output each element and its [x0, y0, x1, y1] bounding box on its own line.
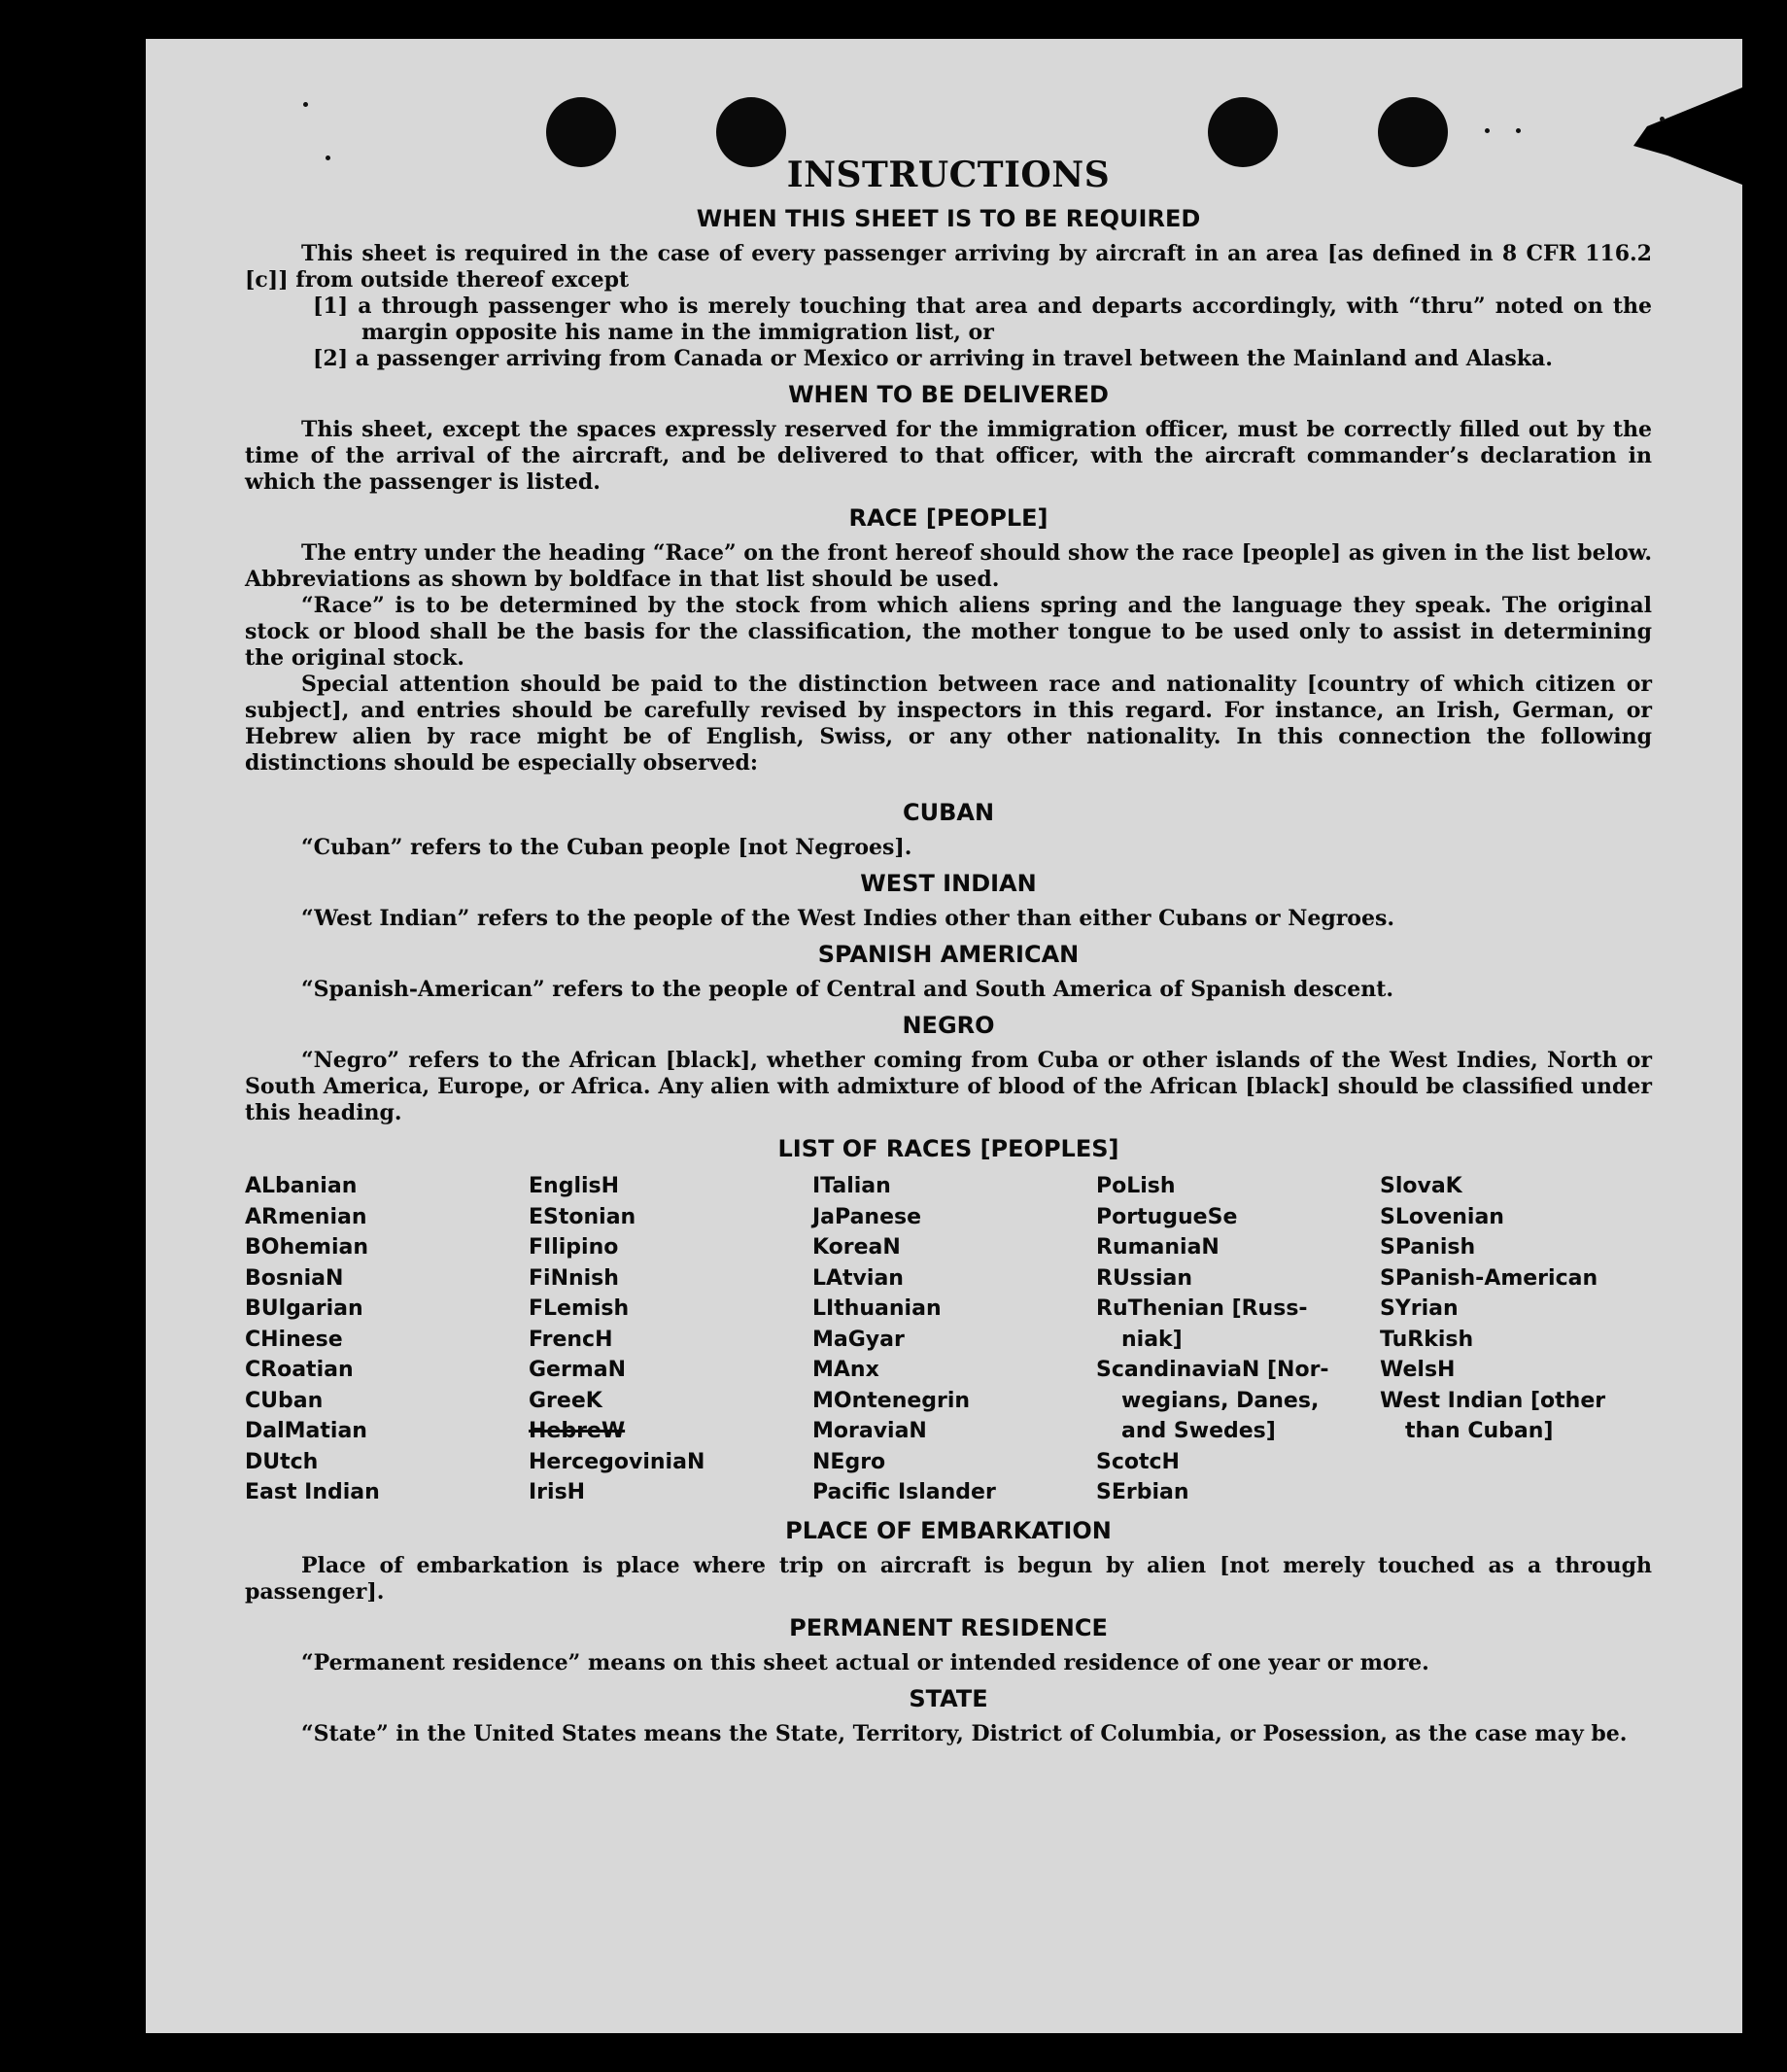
heading-race: RACE [PEOPLE]: [848, 504, 1048, 532]
speck: [1660, 117, 1665, 121]
embarkation-text: Place of embarkation is place where trip on aircraft is begun by alien [not merely touched as a through passenger].: [245, 1552, 1652, 1605]
race-item: TuRkish: [1380, 1327, 1474, 1352]
race-item: SLovenian: [1380, 1204, 1504, 1229]
race-item: FLemish: [529, 1296, 630, 1321]
race-item: MoraviaN: [812, 1419, 927, 1443]
document-page: [146, 39, 1742, 2033]
races-list: [245, 1171, 1652, 1508]
race-item: CRoatian: [245, 1358, 354, 1382]
race-item: ScotcH: [1096, 1449, 1180, 1474]
race-item: BOhemian: [245, 1235, 369, 1260]
race-item: EStonian: [529, 1204, 636, 1229]
race-item: LAtvian: [812, 1265, 904, 1291]
spanish-american-text: “Spanish-American” refers to the people of Central and South America of Spanish descent.: [301, 977, 1394, 1002]
races-column-2: [529, 1171, 801, 1508]
race-item: PoLish: [1096, 1174, 1176, 1198]
race-item: ARmenian: [245, 1204, 367, 1229]
heading-when-required: WHEN THIS SHEET IS TO BE REQUIRED: [696, 205, 1201, 232]
race-item: BUlgarian: [245, 1296, 363, 1321]
race-item: West Indian [other: [1380, 1388, 1606, 1413]
race-item-struck: HebreW: [529, 1419, 626, 1443]
when-delivered-text: This sheet, except the spaces expressly reserved for the immigration officer, must be correctly filled out by the time of the arrival of the aircraft, and be delivered to that officer, with the aircraft commander’s declaration in which the passenger is listed.: [245, 417, 1652, 495]
race-item: IrisH: [529, 1480, 586, 1504]
races-column-5: [1380, 1171, 1652, 1508]
race-item: GermaN: [529, 1358, 627, 1382]
race-item: SlovaK: [1380, 1174, 1462, 1198]
race-item: ALbanian: [245, 1174, 358, 1198]
heading-when-delivered: WHEN TO BE DELIVERED: [788, 381, 1109, 408]
race-item: MaGyar: [812, 1327, 905, 1352]
race-paragraph-1: The entry under the heading “Race” on the front hereof should show the race [people] as given in the list below. Abbreviations as shown by boldface in that list should be used.: [245, 540, 1652, 592]
race-item: WelsH: [1380, 1358, 1456, 1382]
negro-text: “Negro” refers to the African [black], whether coming from Cuba or other islands of the West Indies, North or South America, Europe, or Africa. Any alien with admixture of blood of the African [black] should be classified under this heading.: [245, 1048, 1652, 1125]
race-item: KoreaN: [812, 1235, 901, 1260]
speck: [1485, 128, 1490, 133]
page-title: INSTRUCTIONS: [786, 155, 1111, 195]
when-required-item-1: [1] a through passenger who is merely touching that area and departs accordingly, with “thru” noted on the margin opposite his name in the immigration list, or: [313, 294, 1652, 345]
heading-spanish-american: SPANISH AMERICAN: [817, 941, 1080, 968]
race-item: FIlipino: [529, 1235, 619, 1260]
race-item: wegians, Danes,: [1121, 1388, 1320, 1413]
race-item: Pacific Islander: [812, 1480, 996, 1504]
cuban-text: “Cuban” refers to the Cuban people [not Negroes].: [301, 835, 912, 860]
race-item: ScandinaviaN [Nor-: [1096, 1358, 1329, 1382]
race-item: FrencH: [529, 1327, 613, 1352]
race-item: CHinese: [245, 1327, 343, 1352]
race-item: LIthuanian: [812, 1296, 942, 1321]
race-item: than Cuban]: [1405, 1419, 1554, 1443]
races-column-1: [245, 1171, 517, 1508]
race-item: SPanish-American: [1380, 1265, 1598, 1291]
race-item: NEgro: [812, 1449, 886, 1474]
race-item: PortugueSe: [1096, 1204, 1238, 1229]
races-column-3: [812, 1171, 1084, 1508]
instructions-content: [245, 154, 1652, 1747]
race-item: MAnx: [812, 1358, 879, 1382]
race-item: FiNnish: [529, 1265, 619, 1291]
race-item: JaPanese: [812, 1204, 922, 1229]
race-item: DUtch: [245, 1449, 319, 1474]
race-item: SErbian: [1096, 1480, 1189, 1504]
speck: [1516, 128, 1521, 133]
race-item: SPanish: [1380, 1235, 1476, 1260]
permanent-residence-text: “Permanent residence” means on this sheet actual or intended residence of one year or more.: [301, 1649, 1429, 1675]
race-item: EnglisH: [529, 1174, 620, 1198]
race-item: GreeK: [529, 1388, 602, 1413]
race-item: RumaniaN: [1096, 1235, 1220, 1260]
races-column-4: [1096, 1171, 1368, 1508]
race-item: East Indian: [245, 1480, 380, 1504]
when-required-intro: This sheet is required in the case of every passenger arriving by aircraft in an area [as defined in 8 CFR 116.2 [c]] from outside thereof except: [245, 241, 1652, 293]
race-item: BosniaN: [245, 1265, 344, 1291]
race-item: CUban: [245, 1388, 324, 1413]
race-item: SYrian: [1380, 1296, 1459, 1321]
race-paragraph-3: Special attention should be paid to the distinction between race and nationality [country of which citizen or subject], and entries should be carefully revised by inspectors in this regard. For instance, an Irish, German, or Hebrew alien by race might be of English, Swiss, or any other nationality. In this connection the following distinctions should be especially observed:: [245, 672, 1652, 776]
race-item: RuThenian [Russ-: [1096, 1296, 1308, 1321]
state-text: “State” in the United States means the State, Territory, District of Columbia, or Posession, as the case may be.: [301, 1720, 1628, 1746]
race-paragraph-2: “Race” is to be determined by the stock from which aliens spring and the language they speak. The original stock or blood shall be the basis for the classification, the mother tongue to be used only to assist in determining the original stock.: [245, 593, 1652, 671]
heading-cuban: CUBAN: [902, 799, 995, 826]
heading-west-indian: WEST INDIAN: [860, 870, 1037, 897]
race-item: niak]: [1121, 1327, 1183, 1352]
heading-state: STATE: [909, 1684, 988, 1712]
race-item: HercegoviniaN: [529, 1449, 705, 1474]
race-item: RUssian: [1096, 1265, 1193, 1291]
race-item: and Swedes]: [1121, 1419, 1276, 1443]
race-item: MOntenegrin: [812, 1388, 971, 1413]
when-required-item-2: [2] a passenger arriving from Canada or Mexico or arriving in travel between the Mainland and Alaska.: [313, 346, 1553, 371]
heading-permanent-residence: PERMANENT RESIDENCE: [789, 1613, 1108, 1641]
west-indian-text: “West Indian” refers to the people of the West Indies other than either Cubans or Negroes.: [301, 906, 1395, 931]
speck: [303, 102, 308, 107]
heading-negro: NEGRO: [902, 1012, 995, 1039]
heading-embarkation: PLACE OF EMBARKATION: [785, 1516, 1112, 1544]
race-item: ITalian: [812, 1174, 891, 1198]
race-item: DalMatian: [245, 1419, 367, 1443]
heading-list-of-races: LIST OF RACES [PEOPLES]: [777, 1135, 1119, 1162]
